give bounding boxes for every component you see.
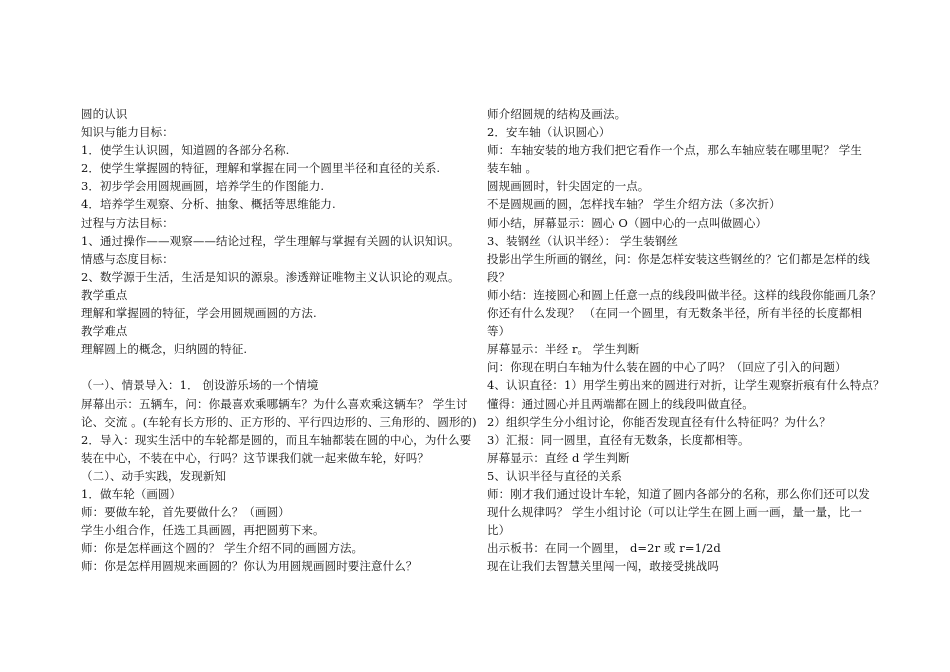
text-line: 教学重点 [81,287,128,302]
text-line: 1．使学生认识圆，知道圆的各部分名称. [81,143,290,158]
text-line: 装在中心，不装在中心，行吗？这节课我们就一起来做车轮，好吗？ [81,450,429,465]
text-line: 屏幕显示：半经 r。 学生判断 [487,342,640,357]
text-line: 论、交流 。(车轮有长方形的、正方形的、平行四边形的、三角形的、圆形的) [81,414,477,429]
right-text-column [487,105,885,575]
text-line: 知识与能力目标： [81,125,174,140]
text-line: 3．初步学会用圆规画圆，培养学生的作图能力. [81,179,325,194]
text-line: 理解圆上的概念，归纳圆的特征. [81,342,248,357]
text-line: 4．培养学生观察、分析、抽象、概括等思维能力. [81,197,336,212]
text-line: 不是圆规画的圆，怎样找车轴？ 学生介绍方法（多次折） [487,197,781,212]
text-line: 4、认识直径：1）用学生剪出来的圆进行对折，让学生观察折痕有什么特点？ [487,378,885,393]
text-line: 过程与方法目标： [81,215,174,230]
text-line: 屏幕出示：五辆车，问：你最喜欢乘哪辆车？为什么喜欢乘这辆车？ 学生讨 [81,396,468,411]
text-line: 出示板书：在同一个圆里， d=2r 或 r=1/2d [487,541,721,556]
text-line: 2、数学源于生活，生活是知识的源泉。渗透辩证唯物主义认识论的观点。 [81,269,460,284]
text-line: 投影出学生所画的钢丝，问：你是怎样安装这些钢丝的？它们都是怎样的线 [487,251,870,266]
text-line: 段？ [487,269,511,284]
text-line: 2．导入：现实生活中的车轮都是圆的，而且车轴都装在圆的中心，为什么要 [81,432,472,447]
text-line: 师介绍圆规的结构及画法。 [487,107,627,121]
text-line: 师：车轴安装的地方我们把它看作一个点，那么车轴应装在哪里呢？ 学生 [487,143,862,158]
text-line: 5、认识半径与直径的关系 [487,468,623,483]
text-line: 屏幕显示：直经 d 学生判断 [487,450,630,465]
text-line: 现在让我们去智慧关里闯一闯，敢接受挑战吗 [487,559,719,574]
text-line: 教学难点 [81,324,128,339]
text-line: 装车轴 。 [487,161,538,176]
text-line: （二）、动手实践，发现新知 [81,468,227,483]
text-line: 现什么规律吗？ 学生小组讨论（可以让学生在圆上画一画，量一量，比一 [487,505,862,520]
text-line: 2．安车轴（认识圆心） [487,125,611,140]
text-line: 理解和掌握圆的特征，学会用圆规画圆的方法. [81,306,317,321]
text-line: 师小结：连接圆心和圆上任意一点的线段叫做半径。这样的线段你能画几条？ [487,287,882,302]
text-line: 3、装钢丝（认识半经）： 学生装钢丝 [487,233,679,248]
text-line: 学生小组合作，任选工具画圆，再把圆剪下来。 [81,523,325,538]
text-line: （一）、情景导入：1． 创设游乐场的一个情境 [81,378,319,393]
text-line: 懂得：通过圆心并且两端都在圆上的线段叫做直径。 [487,396,754,411]
text-line: 师：你是怎样画这个圆的？ 学生介绍不同的画圆方法。 [81,541,364,556]
text-line: 师小结，屏幕显示：圆心 O（圆中心的一点叫做圆心） [487,215,768,230]
text-line: 师：你是怎样用圆规来画圆的？你认为用圆规画圆时要注意什么？ [81,559,418,574]
text-line: 1、通过操作——观察——结论过程，学生理解与掌握有关圆的认识知识。 [81,233,460,248]
text-line: 3）汇报：同一圆里，直径有无数条，长度都相等。 [487,432,750,447]
text-line: 情感与态度目标： [81,251,174,266]
text-line: 你还有什么发现？ （在同一个圆里，有无数条半径，所有半径的长度都相 [487,306,862,321]
text-line: 圆规画圆时，针尖固定的一点。 [487,179,650,194]
text-line: 问：你现在明白车轴为什么装在圆的中心了吗？（回应了引入的问题） [487,360,847,375]
text-line: 1．做车轮（画圆） [81,486,182,501]
text-line: 圆的认识 [81,107,128,121]
left-text-column [81,105,477,575]
text-line: 2．使学生掌握圆的特征，理解和掌握在同一个圆里半径和直径的关系. [81,161,441,176]
text-line: 师：要做车轮，首先要做什么？（画圆） [81,505,290,520]
text-line: 师：刚才我们通过设计车轮，知道了圆内各部分的名称，那么你们还可以发 [487,486,870,501]
text-line: 等） [487,324,511,339]
text-line: 2）组织学生分小组讨论，你能否发现直径有什么特征吗？为什么？ [487,414,831,429]
text-line [81,358,469,376]
text-line: 比） [487,523,511,538]
